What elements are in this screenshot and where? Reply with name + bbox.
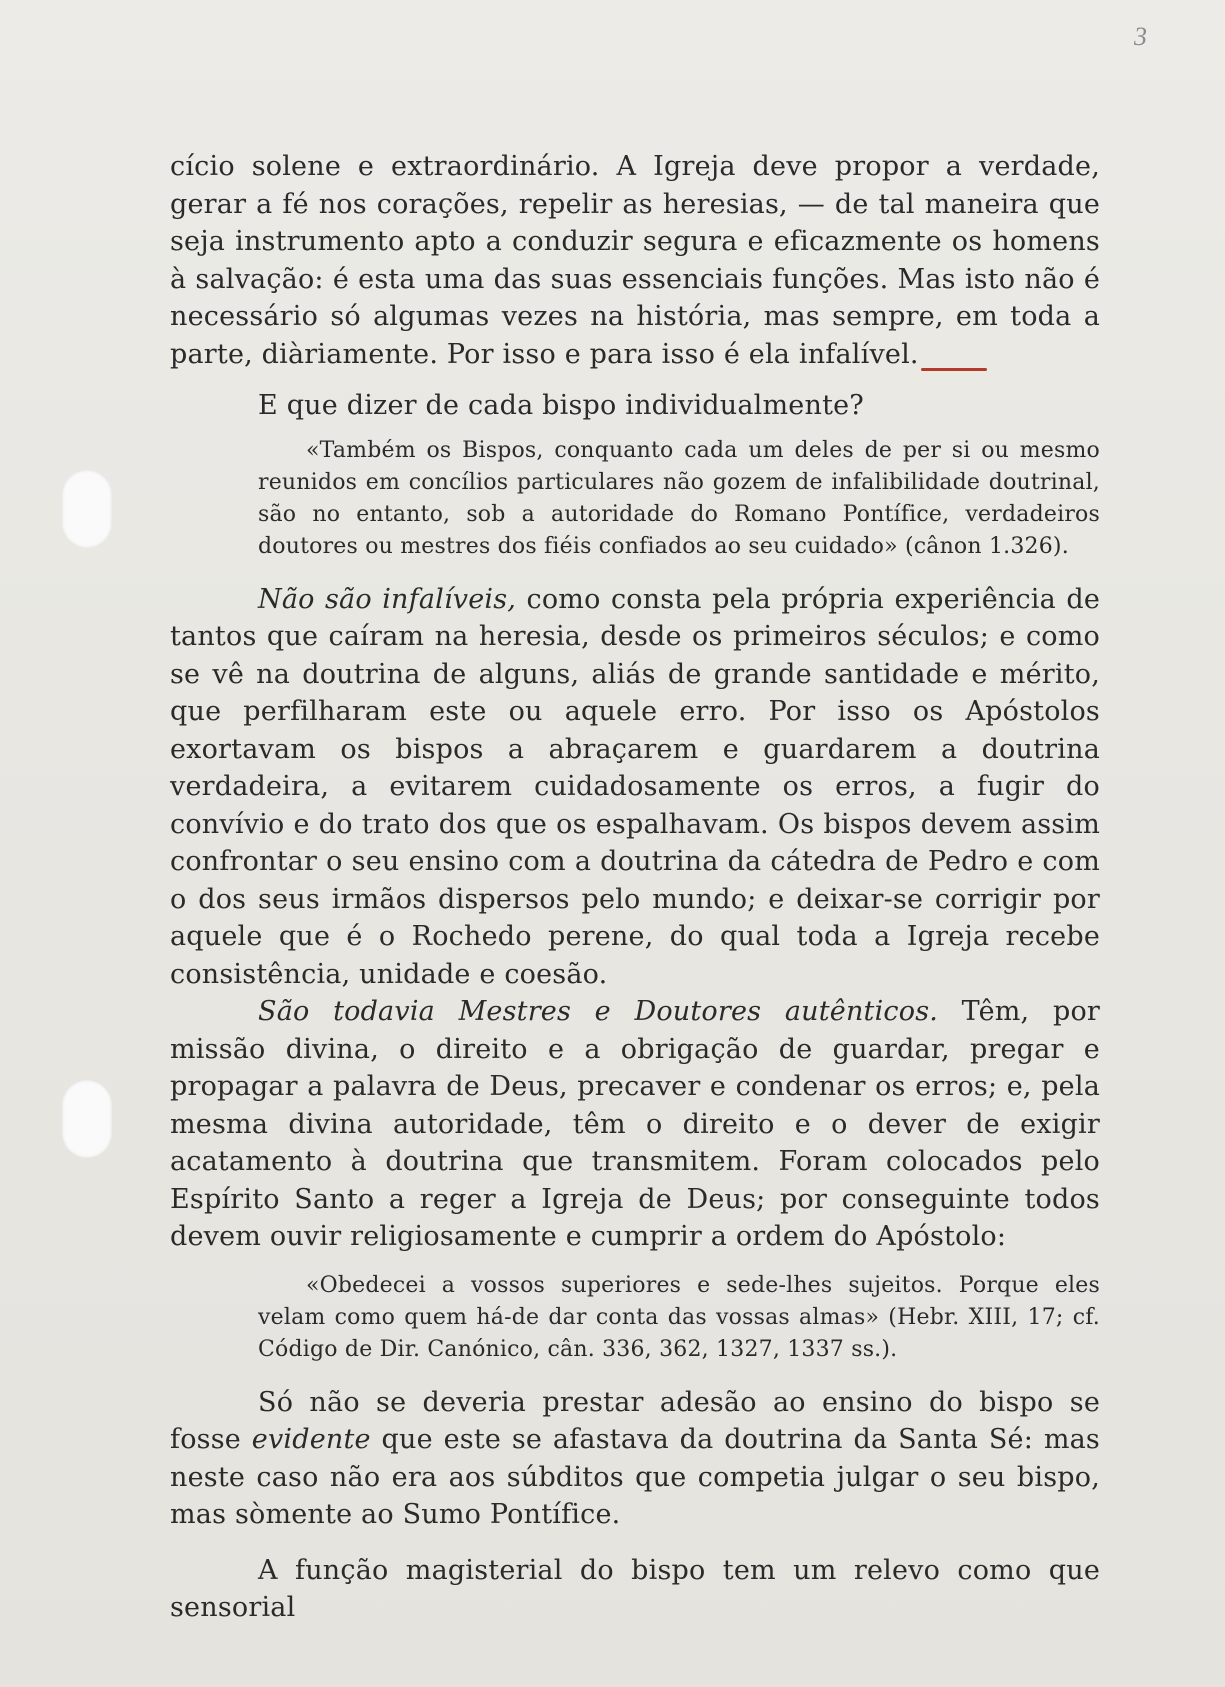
block-quote-hebrews: «Obedecei a vossos superiores e sede-lhes sujeitos. Porque eles velam como quem há-de dar conta das vossas almas» (Hebr. XIII, 17; cf. Código de Dir. Canónico, cân. 336, 362, 1327, 1337 ss.).: [258, 1272, 1100, 1362]
paragraph-1: [170, 148, 1100, 373]
punch-hole-bottom: [62, 1080, 112, 1158]
paragraph-5: [170, 1384, 1100, 1534]
paragraph-2: E que dizer de cada bispo individualmente?: [258, 390, 864, 421]
red-pen-underline: [921, 368, 987, 371]
paragraph-3-emphasis: Não são infalíveis,: [258, 583, 517, 615]
paragraph-5-text-b: que este se afastava da doutrina da Santa Sé: mas neste caso não era aos súbditos que competia julgar o seu bispo, mas sòmente ao Sumo Pontífice.: [170, 1424, 1100, 1530]
paragraph-5-text-a: Só não se deveria prestar adesão ao ensino do bispo se fosse: [170, 1386, 1100, 1455]
paragraph-6: A função magisterial do bispo tem um relevo como que sensorial: [170, 1554, 1100, 1623]
paragraph-3-text: como consta pela própria experiência de tantos que caíram na heresia, desde os primeiros séculos; e como se vê na doutrina de alguns, aliás de grande santidade e mérito, que perfilharam este ou aquele erro. Por isso os Apóstolos exortavam os bispos a abraçarem e guardarem a doutrina verdadeira, a evitarem cuidadosamente os erros, a fugir do convívio e do trato dos que os espalhavam. Os bispos devem assim confrontar o seu ensino com a doutrina da cátedra de Pedro e com o dos seus irmãos dispersos pelo mundo; e deixar-se corrigir por aquele que é o Rochedo perene, do qual toda a Igreja recebe consistência, unidade e coesão.: [170, 583, 1100, 990]
body-text: [170, 148, 1100, 1627]
punch-hole-top: [62, 470, 112, 548]
paragraph-5-emphasis: evidente: [251, 1424, 371, 1455]
paragraph-4-text: Têm, por missão divina, o direito e a obrigação de guardar, pregar e propagar a palavra de Deus, precaver e condenar os erros; e, pela mesma divina autoridade, têm o direito e o dever de exigir acatamento à doutrina que transmitem. Foram colocados pelo Espírito Santo a reger a Igreja de Deus; por conseguinte todos devem ouvir religiosamente e cumprir a ordem do Apóstolo:: [170, 996, 1101, 1252]
paragraph-1-text: cício solene e extraordinário. A Igreja deve propor a verdade, gerar a fé nos corações, repelir as heresias, — de tal maneira que seja instrumento apto a conduzir segura e eficazmente os homens à salvação: é esta uma das suas essenciais funções. Mas isto não é necessário só algumas vezes na história, mas sempre, em toda a parte, diàriamente. Por isso e para isso é ela infalível.: [170, 151, 1100, 370]
paragraph-3: [170, 581, 1100, 994]
page-number: 3: [1134, 22, 1147, 51]
block-quote-canon: «Também os Bispos, conquanto cada um deles de per si ou mesmo reunidos em concílios particulares não gozem de infalibilidade doutrinal, são no entanto, sob a autoridade do Romano Pontífice, verdadeiros doutores ou mestres dos fiéis confiados ao seu cuidado» (cânon 1.326).: [258, 437, 1100, 559]
paragraph-4: [170, 993, 1100, 1256]
paragraph-4-emphasis: São todavia Mestres e Doutores autênticos.: [258, 996, 939, 1027]
